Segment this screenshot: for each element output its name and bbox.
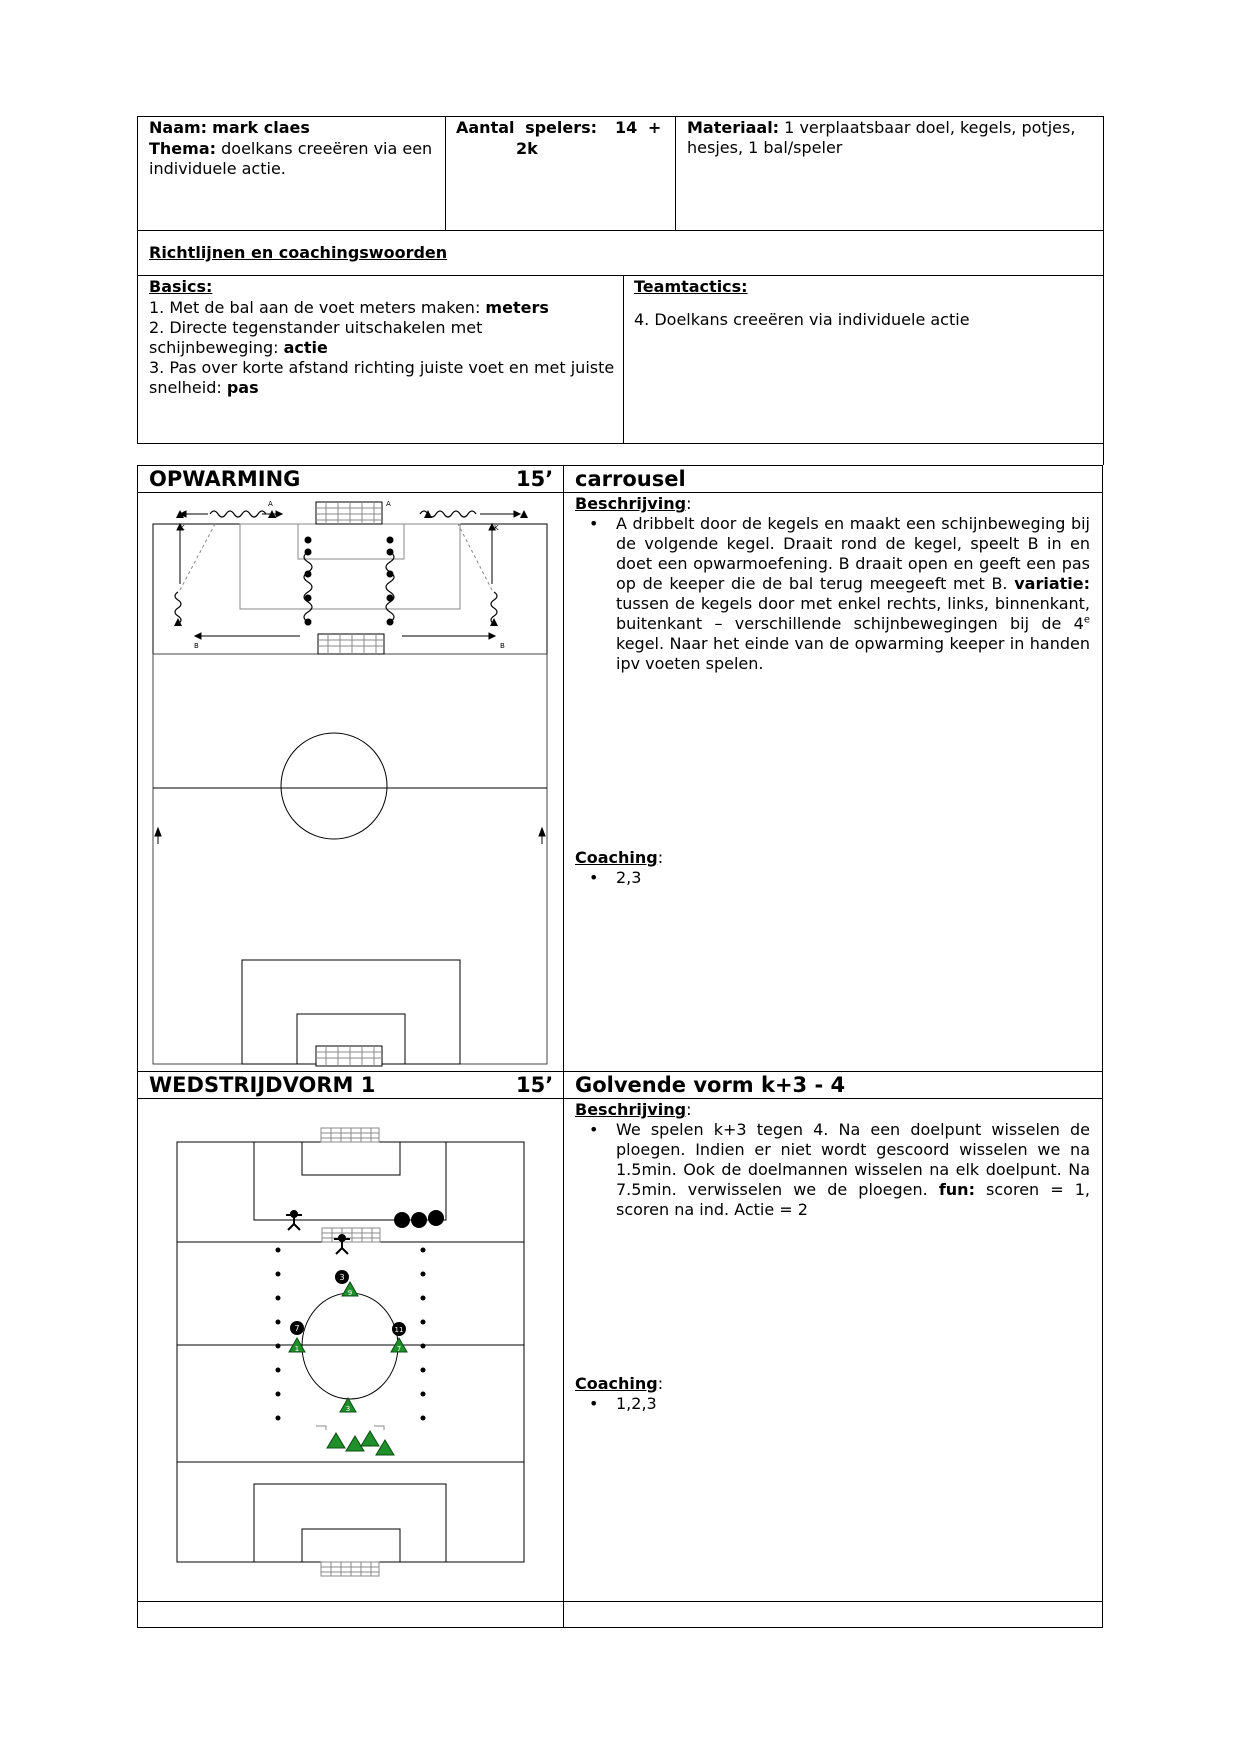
description-item-2: • We spelen k+3 tegen 4. Na een doelpunt wisselen de ploegen. Indien er niet wordt gescoord wisselen we na 1.5min. Ook de doelmannen wisselen na elk doelpunt. Na 7.5min. verwisselen we de ploegen. fun: scoren = 1, scoren na ind. Actie = 2	[575, 1120, 1090, 1220]
beschrijving-label-1: Beschrijving	[575, 494, 687, 513]
exercise-title-carrousel: carrousel	[575, 467, 686, 491]
beschrijving-label-2: Beschrijving	[575, 1100, 687, 1119]
spelers-value-1: 14 +	[615, 118, 662, 137]
basics-title: Basics:	[149, 277, 213, 296]
thema-field	[149, 139, 439, 179]
naam-field	[149, 118, 439, 138]
cones-left	[276, 1248, 281, 1421]
basics-item-1: 1. Met de bal aan de voet meters maken: meters	[149, 298, 549, 317]
goal-top	[316, 502, 382, 524]
black-player-7: 7	[294, 1324, 300, 1333]
coaching-label-1: Coaching	[575, 848, 658, 867]
thema-label: Thema:	[149, 139, 217, 158]
label-k-right: K	[494, 524, 499, 532]
green-player-numbers	[295, 1289, 401, 1413]
naam-label: Naam:	[149, 118, 208, 137]
pass-arrows	[155, 511, 545, 844]
basics-item-3: 3. Pas over korte afstand richting juiste voet en met juiste snelheid: pas	[149, 358, 615, 397]
label-k-left: K	[180, 524, 185, 532]
coaching-value-1: • 2,3	[575, 868, 1090, 888]
black-players	[290, 1270, 406, 1336]
materiaal-field	[687, 118, 1097, 158]
green-player-7: 7	[396, 1345, 402, 1353]
goals	[321, 1128, 380, 1576]
cones-right	[421, 1248, 426, 1421]
teamtactics-title: Teamtactics:	[634, 277, 748, 296]
section-title-opwarming: OPWARMING	[149, 467, 301, 491]
exercise-title-golvende-vorm: Golvende vorm k+3 - 4	[575, 1073, 846, 1097]
green-player-1: 1	[294, 1345, 300, 1353]
label-a-right: A	[386, 500, 391, 508]
materiaal-value: 1 verplaatsbaar doel, kegels, potjes, hesjes, 1 bal/speler	[687, 118, 1076, 157]
small-goal-markers	[316, 1426, 384, 1430]
goal-bottom	[316, 1046, 382, 1066]
dashed-passes	[180, 524, 492, 590]
guidelines-title: Richtlijnen en coachingswoorden	[149, 243, 448, 262]
spelers-value-2: 2k	[516, 139, 538, 158]
basics-item-2: 2. Directe tegenstander uitschakelen met schijnbeweging: actie	[149, 318, 483, 357]
goal-middle	[318, 634, 384, 654]
materiaal-label: Materiaal:	[687, 118, 780, 137]
black-player-11: 11	[394, 1326, 404, 1334]
black-player-3: 3	[339, 1273, 345, 1282]
section-title-wedstrijdvorm: WEDSTRIJDVORM 1	[149, 1073, 376, 1097]
coaching-1: Coaching: • 2,3	[575, 848, 1090, 888]
waiting-black-players	[394, 1210, 444, 1228]
coaching-2: Coaching: • 1,2,3	[575, 1374, 1090, 1414]
green-player-3: 3	[345, 1405, 351, 1413]
basics-list	[149, 298, 615, 398]
description-item-1: • A dribbelt door de kegels en maakt een schijnbeweging bij de volgende kegel. Draait rond de kegel, speelt B in en doet een opwarmoefening. B draait open en geeft een pas op de keeper die de bal terug meegeeft met B. variatie: tussen de kegels door met enkel rechts, links, binnenkant, buitenkant – verschillende schijnbewegingen bij de 4e kegel. Naar het einde van de opwarming keeper in handen ipv voeten spelen.	[575, 514, 1090, 674]
thema-value: doelkans creeëren via een individuele actie.	[149, 139, 433, 178]
coaching-value-2: • 1,2,3	[575, 1394, 1090, 1414]
teamtactics-text: 4. Doelkans creeëren via individuele actie	[634, 310, 970, 329]
label-b-left: B	[194, 642, 199, 650]
duration-wedstrijdvorm: 15’	[516, 1073, 554, 1097]
label-a-left: A	[268, 500, 273, 508]
naam-value: mark claes	[212, 118, 310, 137]
spelers-label: Aantal spelers:	[456, 118, 598, 137]
description-1: Beschrijving: • A dribbelt door de kegels en maakt een schijnbeweging bij de volgende kegel. Draait rond de kegel, speelt B in en doet een opwarmoefening. B draait open en geeft een pas op de keeper die de bal terug meegeeft met B. variatie: tussen de kegels door met enkel rechts, links, binnenkant, buitenkant – verschillende schijnbewegingen bij de 4e kegel. Naar het einde van de opwarming keeper in handen ipv voeten spelen.	[575, 494, 1090, 674]
duration-opwarming: 15’	[516, 467, 554, 491]
coaching-label-2: Coaching	[575, 1374, 658, 1393]
description-2: Beschrijving: • We spelen k+3 tegen 4. Na een doelpunt wisselen de ploegen. Indien er niet wordt gescoord wisselen we na 1.5min. Ook de doelmannen wisselen na elk doelpunt. Na 7.5min. verwisselen we de ploegen. fun: scoren = 1, scoren na ind. Actie = 2	[575, 1100, 1090, 1220]
label-b-right: B	[500, 642, 505, 650]
dribble-paths	[175, 511, 497, 624]
green-player-9: 9	[347, 1289, 353, 1297]
diagram-golvende-vorm	[140, 1100, 560, 1600]
diagram-carrousel	[140, 494, 560, 1069]
